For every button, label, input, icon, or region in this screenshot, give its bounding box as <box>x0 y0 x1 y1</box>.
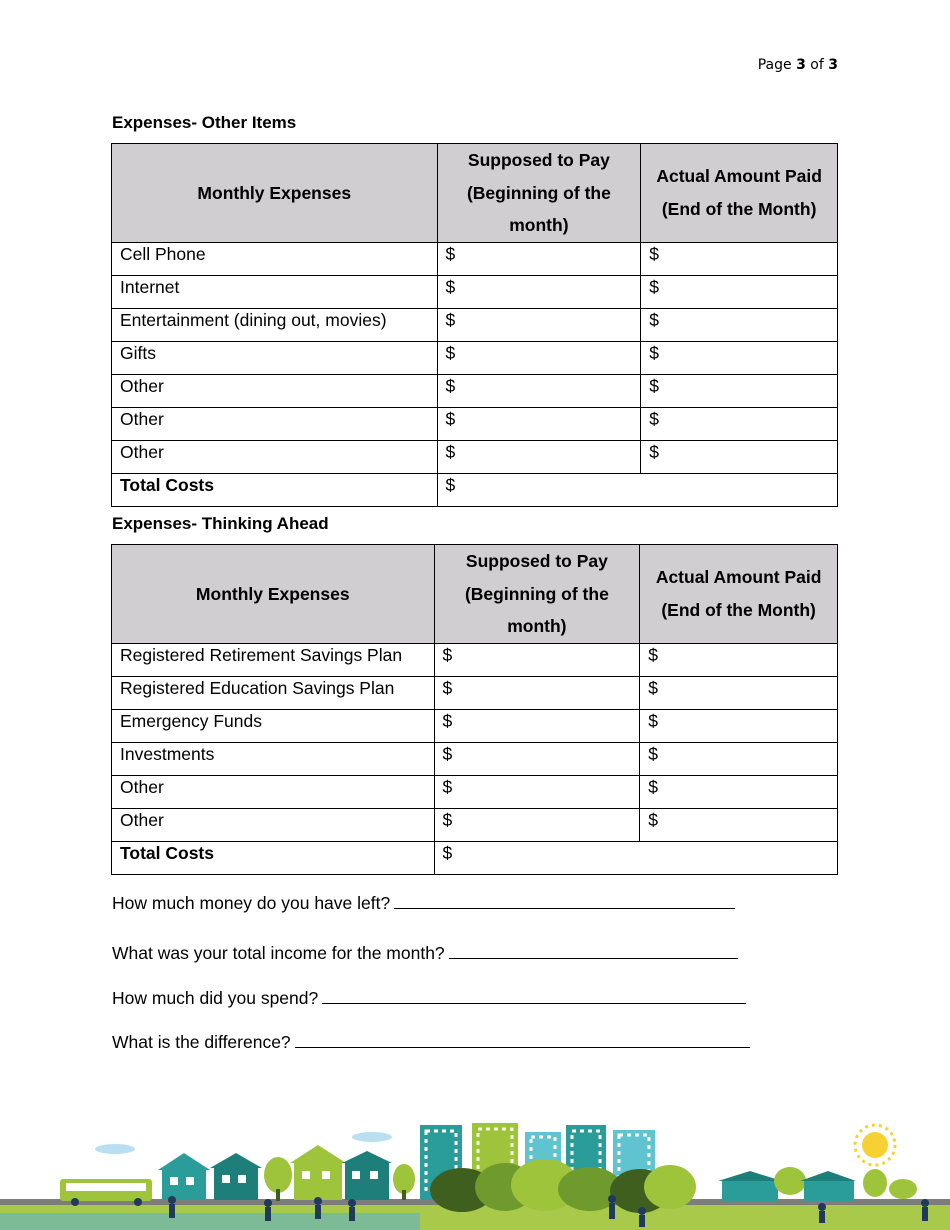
supposed-amount[interactable]: $ <box>437 374 641 407</box>
actual-amount[interactable]: $ <box>641 242 838 275</box>
table-row <box>112 709 838 742</box>
page-number: Page 3 of 3 <box>757 57 838 73</box>
actual-amount[interactable]: $ <box>640 676 838 709</box>
park-trees-icon <box>430 1159 696 1213</box>
answer-line-difference[interactable] <box>295 1031 750 1048</box>
expense-label: Other <box>112 808 435 841</box>
expense-label: Emergency Funds <box>112 709 435 742</box>
supposed-amount[interactable]: $ <box>437 341 641 374</box>
supposed-amount[interactable]: $ <box>437 242 641 275</box>
total-row <box>112 473 838 506</box>
expense-label: Internet <box>112 275 438 308</box>
supposed-amount[interactable]: $ <box>434 643 640 676</box>
column-header: Monthly Expenses <box>112 144 438 243</box>
supposed-amount[interactable]: $ <box>434 808 640 841</box>
expense-label: Registered Retirement Savings Plan <box>112 643 435 676</box>
table-row <box>112 676 838 709</box>
tree-icon <box>863 1169 917 1199</box>
total-label: Total Costs <box>112 473 438 506</box>
other-items-table <box>111 143 838 507</box>
actual-amount[interactable]: $ <box>641 407 838 440</box>
actual-amount[interactable]: $ <box>640 742 838 775</box>
house-icon <box>800 1171 856 1201</box>
expense-label: Other <box>112 407 438 440</box>
footer-cityscape-illustration <box>0 1115 950 1230</box>
supposed-amount[interactable]: $ <box>434 742 640 775</box>
river-strip <box>0 1213 420 1230</box>
expense-label: Registered Education Savings Plan <box>112 676 435 709</box>
table-row <box>112 440 838 473</box>
table-row <box>112 341 838 374</box>
house-icon <box>290 1145 346 1200</box>
actual-amount[interactable]: $ <box>641 374 838 407</box>
answer-line-total-income[interactable] <box>449 942 738 959</box>
house-icon <box>342 1151 392 1200</box>
expense-label: Entertainment (dining out, movies) <box>112 308 438 341</box>
total-row <box>112 841 838 874</box>
expense-label: Cell Phone <box>112 242 438 275</box>
expense-label: Gifts <box>112 341 438 374</box>
table-row <box>112 742 838 775</box>
supposed-amount[interactable]: $ <box>437 275 641 308</box>
total-label: Total Costs <box>112 841 435 874</box>
supposed-amount[interactable]: $ <box>434 676 640 709</box>
expense-label: Other <box>112 440 438 473</box>
question-spend: How much did you spend? <box>112 987 746 1009</box>
actual-amount[interactable]: $ <box>641 308 838 341</box>
table-row <box>112 808 838 841</box>
column-header: Actual Amount Paid (End of the Month) <box>640 545 838 644</box>
actual-amount[interactable]: $ <box>640 643 838 676</box>
table-row <box>112 242 838 275</box>
table-row <box>112 275 838 308</box>
expense-label: Investments <box>112 742 435 775</box>
table-row <box>112 643 838 676</box>
sun-icon <box>855 1125 895 1165</box>
expense-label: Other <box>112 775 435 808</box>
tree-icon <box>264 1157 292 1201</box>
column-header: Actual Amount Paid (End of the Month) <box>641 144 838 243</box>
tree-icon <box>393 1164 415 1200</box>
table-header-row <box>112 545 838 644</box>
house-icon <box>718 1171 782 1201</box>
thinking-ahead-table <box>111 544 838 875</box>
actual-amount[interactable]: $ <box>640 808 838 841</box>
table-row <box>112 374 838 407</box>
table-row <box>112 775 838 808</box>
table-header-row <box>112 144 838 243</box>
supposed-amount[interactable]: $ <box>434 709 640 742</box>
section-title-other-items: Expenses- Other Items <box>112 113 297 132</box>
column-header: Monthly Expenses <box>112 545 435 644</box>
answer-line-spend[interactable] <box>322 987 746 1004</box>
house-icon <box>210 1153 262 1200</box>
question-difference: What is the difference? <box>112 1031 750 1053</box>
total-amount[interactable]: $ <box>437 473 837 506</box>
supposed-amount[interactable]: $ <box>434 775 640 808</box>
question-total-income: What was your total income for the month? <box>112 942 738 964</box>
actual-amount[interactable]: $ <box>641 440 838 473</box>
supposed-amount[interactable]: $ <box>437 407 641 440</box>
column-header: Supposed to Pay (Beginning of the month) <box>434 545 640 644</box>
section-title-thinking-ahead: Expenses- Thinking Ahead <box>112 514 329 533</box>
supposed-amount[interactable]: $ <box>437 440 641 473</box>
table-row <box>112 407 838 440</box>
total-amount[interactable]: $ <box>434 841 838 874</box>
actual-amount[interactable]: $ <box>641 275 838 308</box>
actual-amount[interactable]: $ <box>640 709 838 742</box>
expense-label: Other <box>112 374 438 407</box>
supposed-amount[interactable]: $ <box>437 308 641 341</box>
question-money-left: How much money do you have left? <box>112 892 735 914</box>
column-header: Supposed to Pay (Beginning of the month) <box>437 144 641 243</box>
actual-amount[interactable]: $ <box>640 775 838 808</box>
answer-line-money-left[interactable] <box>394 892 735 909</box>
house-icon <box>158 1153 210 1200</box>
table-row <box>112 308 838 341</box>
actual-amount[interactable]: $ <box>641 341 838 374</box>
cloud-icon <box>95 1132 392 1154</box>
